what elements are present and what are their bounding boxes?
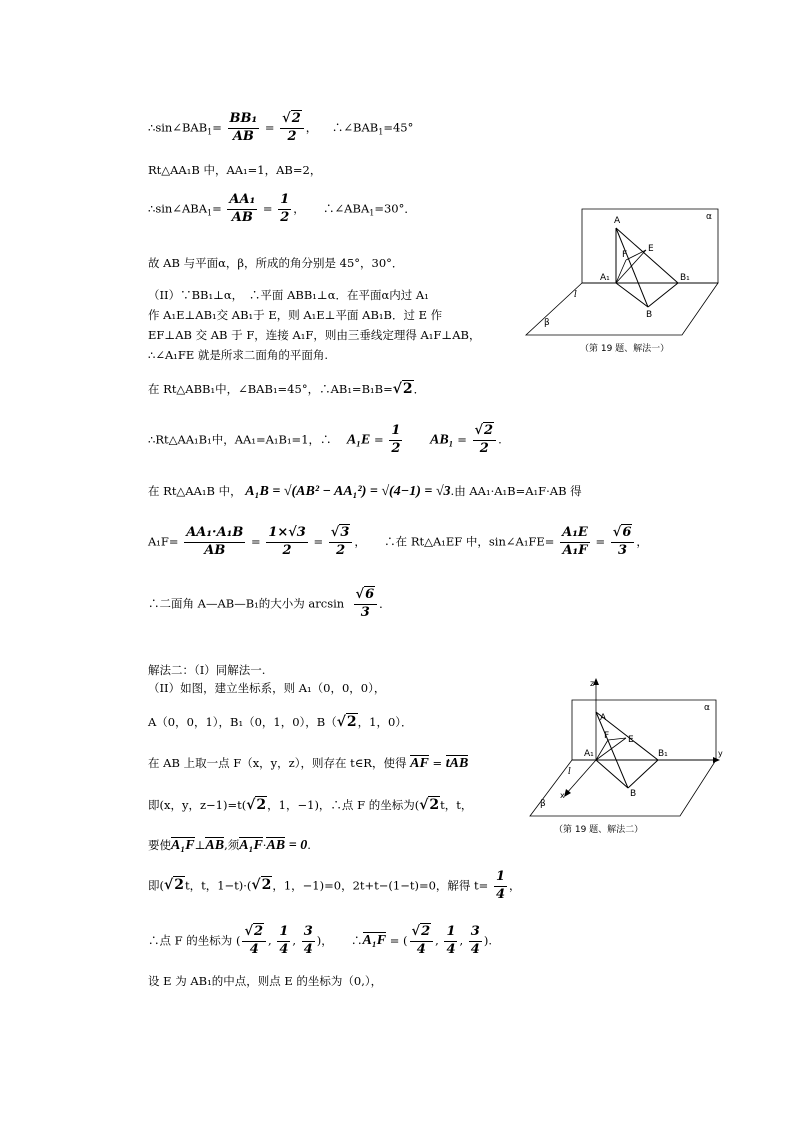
line-6: 作 A₁E⊥AB₁交 AB₁于 E，则 A₁E⊥平面 AB₁B．过 E 作 — [148, 308, 443, 322]
fraction: $\frac{1}{4}$ — [495, 869, 506, 902]
caption-2: （第 19 题、解法二） — [554, 825, 644, 835]
label-A: A — [600, 713, 607, 723]
caption-1: （第 19 题、解法一） — [580, 344, 670, 354]
plane-beta — [526, 283, 718, 335]
line-18: 即(x，y，z−1)=t(√2，1，−1)，∴点 F 的坐标为(√2t，t， — [148, 797, 473, 813]
fraction: $\frac{1}{2}$ — [280, 192, 290, 225]
label-y: y — [718, 749, 723, 758]
figure-2 — [520, 676, 730, 836]
label-F: F — [622, 250, 628, 260]
text: = — [212, 120, 222, 135]
label-F: F — [604, 731, 610, 741]
line-12: A₁F= $\frac{\text{AA₁·A₁B}}{AB}$ = $\frac{1\times√3}{2}$ = $\frac{√3}{2}$ ， ∴在 Rt△A₁EF 中，sin∠A₁FE= $\frac{\text{A₁E}}{\text{A₁F}}$ = $\frac{√6}{3}$ ， — [148, 525, 648, 558]
label-beta: β — [540, 799, 546, 809]
line-19: 要使A₁F⊥AB,须A₁F·AB = 0. — [148, 838, 311, 853]
plane-beta — [530, 760, 716, 816]
fraction: $\frac{1}{4}$ — [446, 924, 456, 957]
fraction: $\frac{√3}{2}$ — [329, 526, 353, 559]
line-3: $\therefore\sin\angle ABA_1=$ $\frac{\text{AA₁}}{AB}$ = $\frac{1}{2}$ ， $\therefore\angle ABA_1=30^\circ$． — [148, 192, 416, 225]
label-l: l — [568, 767, 571, 777]
fraction: $\frac{√6}{3}$ — [354, 588, 378, 621]
fraction: $\frac{\text{BB₁}}{AB}$ — [229, 111, 258, 144]
line-2: Rt△AA₁B 中，AA₁=1，AB=2， — [148, 163, 322, 177]
fraction: $\frac{√2}{4}$ — [242, 925, 266, 958]
figure-1 — [518, 205, 728, 355]
line-11: 在 Rt△AA₁B 中， A₁B = √(AB² − AA₁²) = √(4−1) = √3.由 AA₁·A₁B=A₁F·AB 得 — [148, 484, 582, 499]
text: ∴∠BAB — [331, 120, 379, 135]
fraction: $\frac{1}{4}$ — [279, 924, 289, 957]
fraction: $\frac{3}{4}$ — [303, 924, 313, 957]
text: =45° — [383, 120, 414, 135]
label-B: B — [630, 789, 637, 799]
label-alpha: α — [704, 703, 710, 713]
line-7: EF⊥AB 交 AB 于 F，连接 A₁F，则由三垂线定理得 A₁F⊥AB， — [148, 328, 481, 342]
formula: A₁B = √(AB² − AA₁²) = √(4−1) = √3 — [245, 484, 451, 499]
label-A1: A₁ — [600, 273, 610, 283]
label-x: x — [560, 791, 565, 800]
line-21: ∴点 F 的坐标为 ( $\frac{√2}{4}$ , $\frac{1}{4}$ , $\frac{3}{4}$ )， ∴A₁F = ( $\frac{√2}{4}$ , $\frac{1}{4}$ , $\frac{3}{4}$ ). — [148, 924, 492, 957]
label-E: E — [628, 735, 634, 745]
label-E: E — [648, 244, 654, 254]
label-alpha: α — [706, 212, 712, 222]
fraction: $\frac{\text{AA₁}}{AB}$ — [229, 192, 256, 225]
line-13: ∴二面角 A—AB—B₁的大小为 arcsin $\frac{√6}{3}$ ． — [148, 587, 391, 620]
label-beta: β — [544, 318, 550, 328]
label-B1: B₁ — [680, 273, 690, 283]
line-22: 设 E 为 AB₁的中点，则点 E 的坐标为（0,）， — [148, 974, 383, 988]
line-1: $\therefore\sin\angle BAB_1=$ $\frac{\text{BB₁}}{AB}$ = $\frac{√2}{2}$ ， $\therefore\angle BAB_1=45^\circ$ — [148, 111, 414, 144]
fraction: $\frac{√6}{3}$ — [611, 526, 635, 559]
line-4: 故 AB 与平面α，β，所成的角分别是 45°，30°． — [148, 256, 404, 270]
fraction: $\frac{3}{4}$ — [470, 924, 480, 957]
line-9: 在 Rt△ABB₁中，∠BAB₁=45°，∴AB₁=B₁B=√2． — [148, 381, 426, 397]
label-A: A — [614, 216, 621, 226]
text: ∴sin∠BAB — [148, 120, 208, 135]
label-A1: A₁ — [584, 749, 594, 759]
fraction: $\frac{1}{2}$ — [391, 423, 401, 456]
line-17: 在 AB 上取一点 F（x，y，z），则存在 t∈R，使得 AF = tAB — [148, 756, 469, 771]
fraction: $\frac{\text{AA₁·A₁B}}{AB}$ — [186, 525, 244, 558]
label-z: z — [590, 679, 595, 688]
line-8: ∴∠A₁FE 就是所求二面角的平面角. — [148, 348, 329, 362]
fraction: $\frac{√2}{2}$ — [473, 424, 497, 457]
line-10: ∴Rt△AA₁B₁中，AA₁=A₁B₁=1，∴ A₁E = $\frac{1}{2}$ AB₁ = $\frac{√2}{2}$ . — [148, 423, 502, 456]
fraction: $\frac{√2}{2}$ — [280, 112, 304, 145]
line-20: 即(√2t，t，1−t)·(√2，1，−1)=0，2t+t−(1−t)=0，解得 t= $\frac{1}{4}$ ， — [148, 869, 521, 902]
label-B1: B₁ — [658, 749, 668, 759]
label-l: l — [574, 290, 577, 300]
line-14: 解法二：（I）同解法一. — [148, 663, 266, 677]
fraction: $\frac{\text{A₁E}}{\text{A₁F}}$ — [562, 525, 588, 558]
line-5: （II）∵BB₁⊥α， ∴平面 ABB₁⊥α．在平面α内过 A₁ — [148, 288, 429, 302]
fraction: $\frac{1\times√3}{2}$ — [268, 525, 306, 558]
fraction: $\frac{√2}{4}$ — [410, 925, 434, 958]
line-15: （II）如图，建立坐标系，则 A₁（0，0，0）， — [148, 681, 386, 695]
label-B: B — [646, 310, 653, 320]
line-16: A（0，0，1），B₁（0，1，0），B（√2，1，0）． — [148, 714, 413, 730]
